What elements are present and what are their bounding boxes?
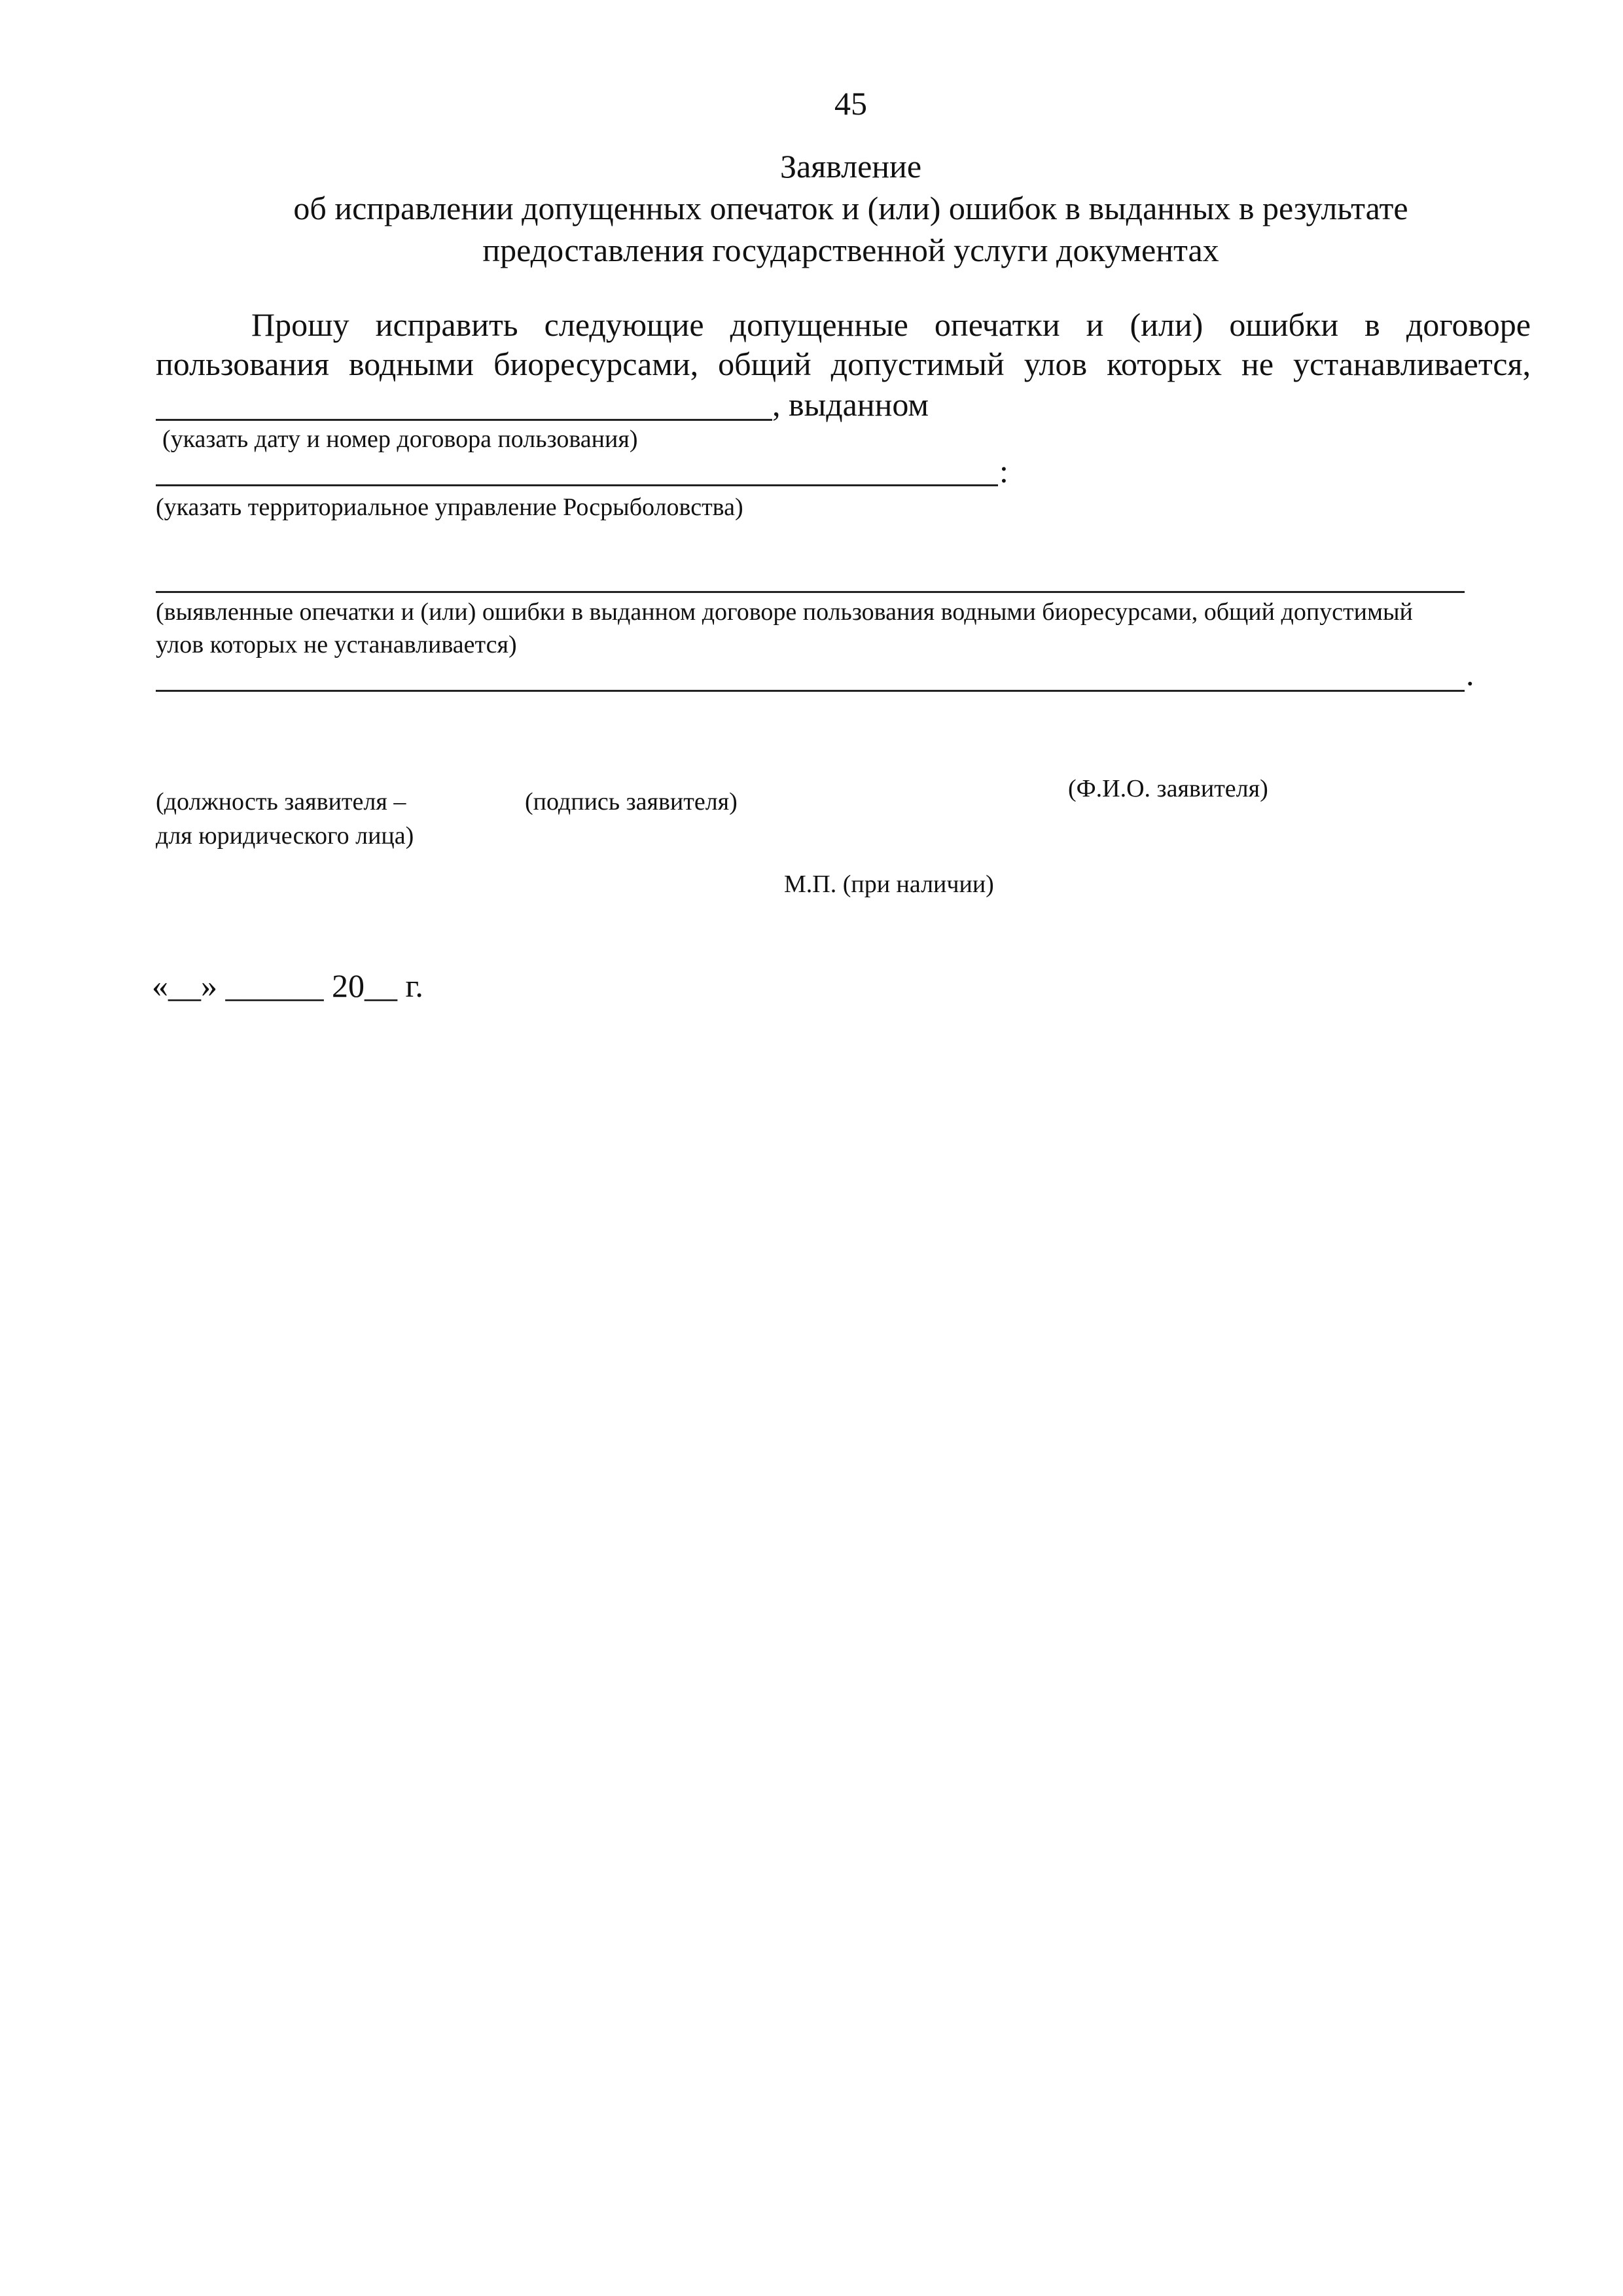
document-subtitle-line-2: предоставления государственной услуги документах (482, 232, 1219, 268)
errors-hint-line-1: (выявленные опечатки и (или) ошибки в выданном договоре пользования водными биоресурсами, общий допустимый (156, 598, 1413, 626)
contract-date-number-hint: (указать дату и номер договора пользования) (162, 425, 638, 453)
applicant-signature-label: (подпись заявителя) (525, 788, 738, 816)
request-paragraph-line-2: пользования водными биоресурсами, общий допустимый улов которых не устанавливается, (156, 346, 1531, 382)
territorial-office-hint: (указать территориальное управление Росрыболовства) (156, 493, 743, 521)
date-close-quote: » (201, 967, 217, 1004)
date-year-suffix: г. (405, 967, 423, 1004)
date-year-prefix: 20 (332, 967, 365, 1004)
page-number: 45 (834, 85, 867, 122)
period-mark: . (1466, 656, 1474, 692)
errors-field-line-2[interactable] (156, 690, 1465, 692)
date-day-blank[interactable]: __ (168, 967, 201, 1004)
territorial-office-field[interactable] (156, 484, 998, 486)
stamp-label: М.П. (при наличии) (784, 870, 994, 898)
document-subtitle-line-1: об исправлении допущенных опечаток и (или) ошибок в выданных в результате (293, 190, 1408, 226)
applicant-position-label-line-2: для юридического лица) (156, 822, 414, 850)
date-month-blank[interactable]: ______ (225, 967, 324, 1004)
contract-date-number-field[interactable] (156, 419, 772, 421)
colon-mark: : (999, 453, 1008, 490)
errors-field-line-1[interactable] (156, 591, 1465, 593)
applicant-name-label: (Ф.И.О. заявителя) (1068, 775, 1268, 802)
date-line (152, 966, 423, 1005)
request-paragraph-line-1: Прошу исправить следующие допущенные опечатки и (или) ошибки в договоре (251, 306, 1531, 343)
date-year-blank[interactable]: __ (365, 967, 397, 1004)
errors-hint-line-2: улов которых не устанавливается) (156, 631, 517, 658)
date-open-quote: « (152, 967, 168, 1004)
applicant-position-label-line-1: (должность заявителя – (156, 788, 406, 816)
issued-text: , выданном (772, 386, 929, 423)
document-title: Заявление (779, 148, 922, 185)
